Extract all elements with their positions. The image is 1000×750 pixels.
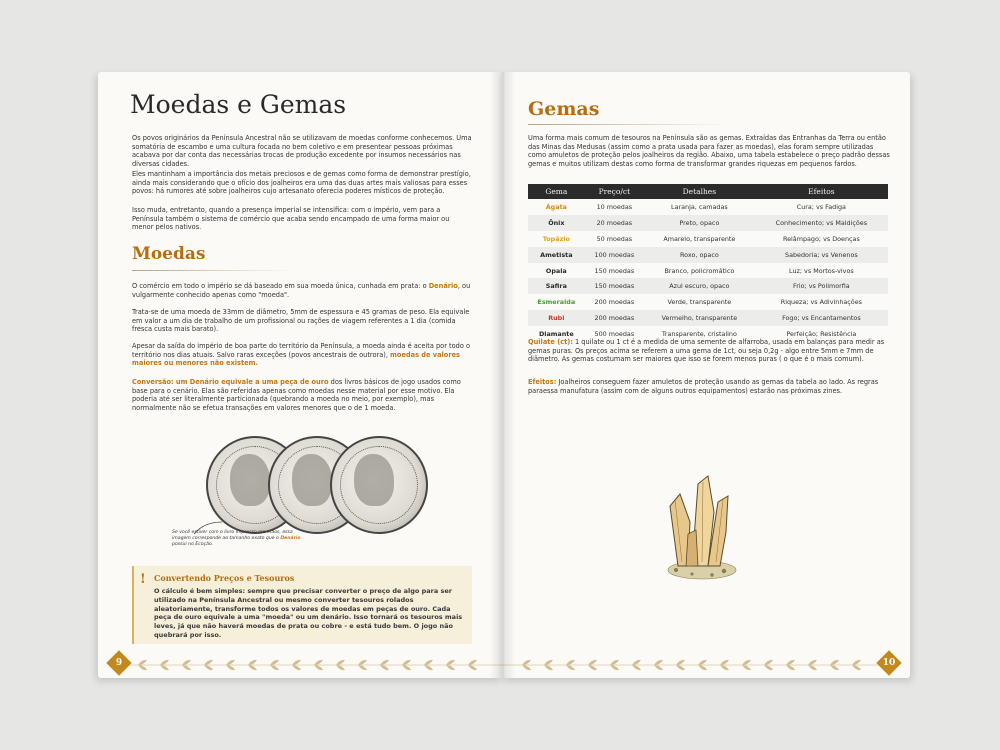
section-title-gemas: Gemas — [528, 98, 600, 120]
quilate-note — [528, 338, 890, 364]
caption-tail: possui no Ecoção. — [172, 542, 214, 547]
column-header: Preço/ct — [585, 184, 644, 199]
effects-cell: Sabedoria; vs Venenos — [755, 247, 888, 263]
moedas-paragraph-1 — [132, 282, 472, 299]
table-row — [528, 310, 888, 326]
open-book — [98, 72, 910, 678]
column-header: Gema — [528, 184, 585, 199]
details-cell: Preto, opaco — [644, 215, 755, 231]
efeitos-text: Joalheiros conseguem fazer amuletos de proteção usando as gemas da tabela ao lado. As regras paraessa manufatura (assim com de alguns outros equipamentos) estarão nas próximas zines. — [528, 378, 879, 395]
table-header-row — [528, 184, 888, 199]
price-cell: 20 moedas — [585, 215, 644, 231]
right-page — [502, 72, 910, 678]
gemas-intro: Uma forma mais comum de tesouros na Península são as gemas. Extraídas das Entranhas da Terra ou então das Minas das Medusas (assim como a prata usada para fazer as moedas), elas foram sempre utilizadas como amuletos de proteção pelos joalheiros da região. Abaixo, uma tabela estabelece o preço padrão dessas gemas e muitos utilizam destas como forma de transformar grandes riquezas em pequenos fardos. — [528, 134, 890, 168]
gem-name-cell: Esmeralda — [537, 298, 576, 307]
converting-callout-box — [132, 566, 472, 644]
gem-name-cell: Opala — [545, 266, 567, 275]
table-row — [528, 215, 888, 231]
quilate-text: 1 quilate ou 1 ct é a medida de uma semente de alfarroba, usada em balanças para medir as gemas puras. Os preços acima se referem a uma gema de 1ct, ou seja 0,2g - algo entre 5mm e 7mm de diâmetro. As gemas costumam ser maiores que isso se forem menos puras ( o que é o mais comum). — [528, 338, 885, 364]
effects-cell: Perfeição; Resistência — [786, 330, 857, 339]
gem-name-cell: Ágata — [545, 202, 567, 211]
table-row — [528, 263, 888, 279]
table-row — [528, 278, 888, 294]
table-row — [528, 231, 888, 247]
callout-title: Convertendo Preços e Tesouros — [154, 573, 295, 583]
details-cell: Transparente, cristalino — [661, 330, 737, 339]
effects-cell: Relâmpago; vs Doenças — [782, 234, 860, 243]
section-title-moedas: Moedas — [132, 244, 206, 264]
section-ornament — [528, 124, 728, 125]
page-number-badge — [876, 650, 901, 675]
efeitos-note — [528, 378, 890, 395]
gem-name-cell: Ametista — [528, 247, 585, 263]
details-cell: Amarelo, transparente — [663, 234, 736, 243]
callout-body: O cálculo é bem simples: sempre que precisar converter o preço de algo para ser utilizado na Península Ancestral ou mesmo converter tesouros rolados aleatoriamente, transforme todos os valores de moedas em peças de ouro. Cada peça de ouro equivale a uma "moeda" ou um denário. Isso tornará os tesouros mais leves, já que não haverá moedas de prata ou cobre - e está tudo bem. O jogo não quebrará por isso. — [154, 587, 463, 639]
gem-name-cell: Ônix — [528, 215, 585, 231]
section-ornament — [132, 270, 292, 271]
denario-highlight: Denário — [428, 282, 458, 290]
page-number: 10 — [882, 658, 896, 668]
price-cell: 150 moedas — [594, 266, 635, 275]
details-cell: Vermelho, transparente — [644, 310, 755, 326]
warning-exclamation-icon: ! — [140, 572, 146, 587]
moedas-paragraph-2: Trata-se de uma moeda de 33mm de diâmetro, 5mm de espessura e 45 gramas de peso. Ela equivale em valor a um dia de trabalho de um profissional ou rações de viagem referentes a 1 dia (comida fresca custa mais barato). — [132, 308, 470, 334]
table-row — [528, 199, 888, 215]
quilate-label: Quilate (ct): — [528, 338, 573, 346]
price-cell: 10 moedas — [596, 202, 633, 211]
left-page — [98, 72, 502, 678]
coin-caption — [172, 530, 302, 548]
details-cell: Laranja, camadas — [671, 202, 728, 211]
effects-cell: Frio; vs Polimorfia — [755, 278, 888, 294]
intro-paragraph-3: Isso muda, entretanto, quando a presença imperial se intensifica: com o império, vem para a Península também o sistema de comércio que acaba sendo encampado de uma forma maior ou menor pelos nativos. — [132, 206, 450, 232]
price-cell: 200 moedas — [594, 298, 635, 307]
details-cell: Verde, transparente — [667, 298, 732, 307]
caption-highlight: Denário — [280, 536, 301, 541]
table-row — [528, 294, 888, 310]
coin-illustration — [330, 436, 428, 534]
page-number-badge — [106, 650, 131, 675]
intro-paragraph-2: Eles mantinham a importância dos metais preciosos e de gemas como forma de demonstrar prestígio, ainda mais considerando que o ofício dos joalheiros era uma das duas artes mais valiosas para esses povos: há rumores até sobre joalheiros cujo artesanato oferecia poderes místicos de proteção. — [132, 170, 471, 196]
intro-paragraph-1: Os povos originários da Península Ancestral não se utilizavam de moedas conforme conhecemos. Uma somatória de escambo e uma cultura focada no bem coletivo e em presentear pessoas próximas acabava por dar conta das necessárias trocas de produção excedente por insumos necessários nas diversas cidades. — [132, 134, 472, 168]
gem-table-body — [528, 199, 888, 342]
effects-cell: Conhecimento; vs Maldições — [755, 215, 888, 231]
effects-cell: Fogo; vs Encantamentos — [755, 310, 888, 326]
price-cell: 200 moedas — [585, 310, 644, 326]
page-number: 9 — [115, 658, 123, 668]
effects-cell: Luz; vs Mortos-vivos — [789, 266, 854, 275]
details-cell: Roxo, opaco — [644, 247, 755, 263]
price-cell: 100 moedas — [585, 247, 644, 263]
conversion-highlight: Conversão: um Denário equivale a uma peça de ouro — [132, 378, 329, 386]
column-header: Efeitos — [755, 184, 888, 199]
price-cell: 150 moedas — [585, 278, 644, 294]
moedas-p1-tail: , ou vulgarmente conhecido apenas como "moeda". — [132, 282, 471, 299]
effects-cell: Cura; vs Fadiga — [796, 202, 846, 211]
leaf-border-ornament — [98, 652, 502, 678]
gem-name-cell: Diamante — [538, 330, 574, 339]
price-cell: 50 moedas — [596, 234, 633, 243]
details-cell: Azul escuro, opaco — [644, 278, 755, 294]
moedas-paragraph-4 — [132, 378, 472, 412]
gem-name-cell: Safira — [528, 278, 585, 294]
moedas-p3-text: Apesar da saída do império de boa parte do território da Península, a moeda ainda é aceita por todo o território nos dias atuais. Salvo raras exceções (povos ancestrais de outrora), — [132, 342, 470, 359]
column-header: Detalhes — [644, 184, 755, 199]
leaf-border-ornament — [502, 652, 910, 678]
efeitos-label: Efeitos: — [528, 378, 557, 386]
table-row — [528, 247, 888, 263]
moedas-p3-highlight: moedas de valores maiores ou menores não existem. — [132, 350, 460, 368]
gem-name-cell: Rubi — [528, 310, 585, 326]
caption-text: Se você estiver com o livro impresso em mãos, essa imagem corresponde ao tamanho exato que o — [172, 530, 293, 541]
moedas-paragraph-3 — [132, 342, 472, 368]
moedas-p4-text: dos livros básicos de jogo usados como base para o cenário. Elas são referidas apenas como moedas nesse material por esse motivo. Ela poderia até ser literalmente particionada (quebrando a moeda no meio, por exemplo), mas normalmente não se efetua transações em valores menores que o de 1 moeda. — [132, 378, 461, 412]
price-cell: 500 moedas — [594, 330, 635, 339]
effects-cell: Riqueza; vs Adivinhações — [780, 298, 862, 307]
crystal-cluster-illustration — [662, 472, 742, 582]
moedas-p1-text: O comércio em todo o império se dá baseado em sua moeda única, cunhada em prata: o — [132, 282, 429, 290]
details-cell: Branco, policromático — [664, 266, 735, 275]
gem-name-cell: Topázio — [542, 234, 570, 243]
gem-price-table — [528, 184, 888, 342]
page-title: Moedas e Gemas — [130, 90, 347, 119]
